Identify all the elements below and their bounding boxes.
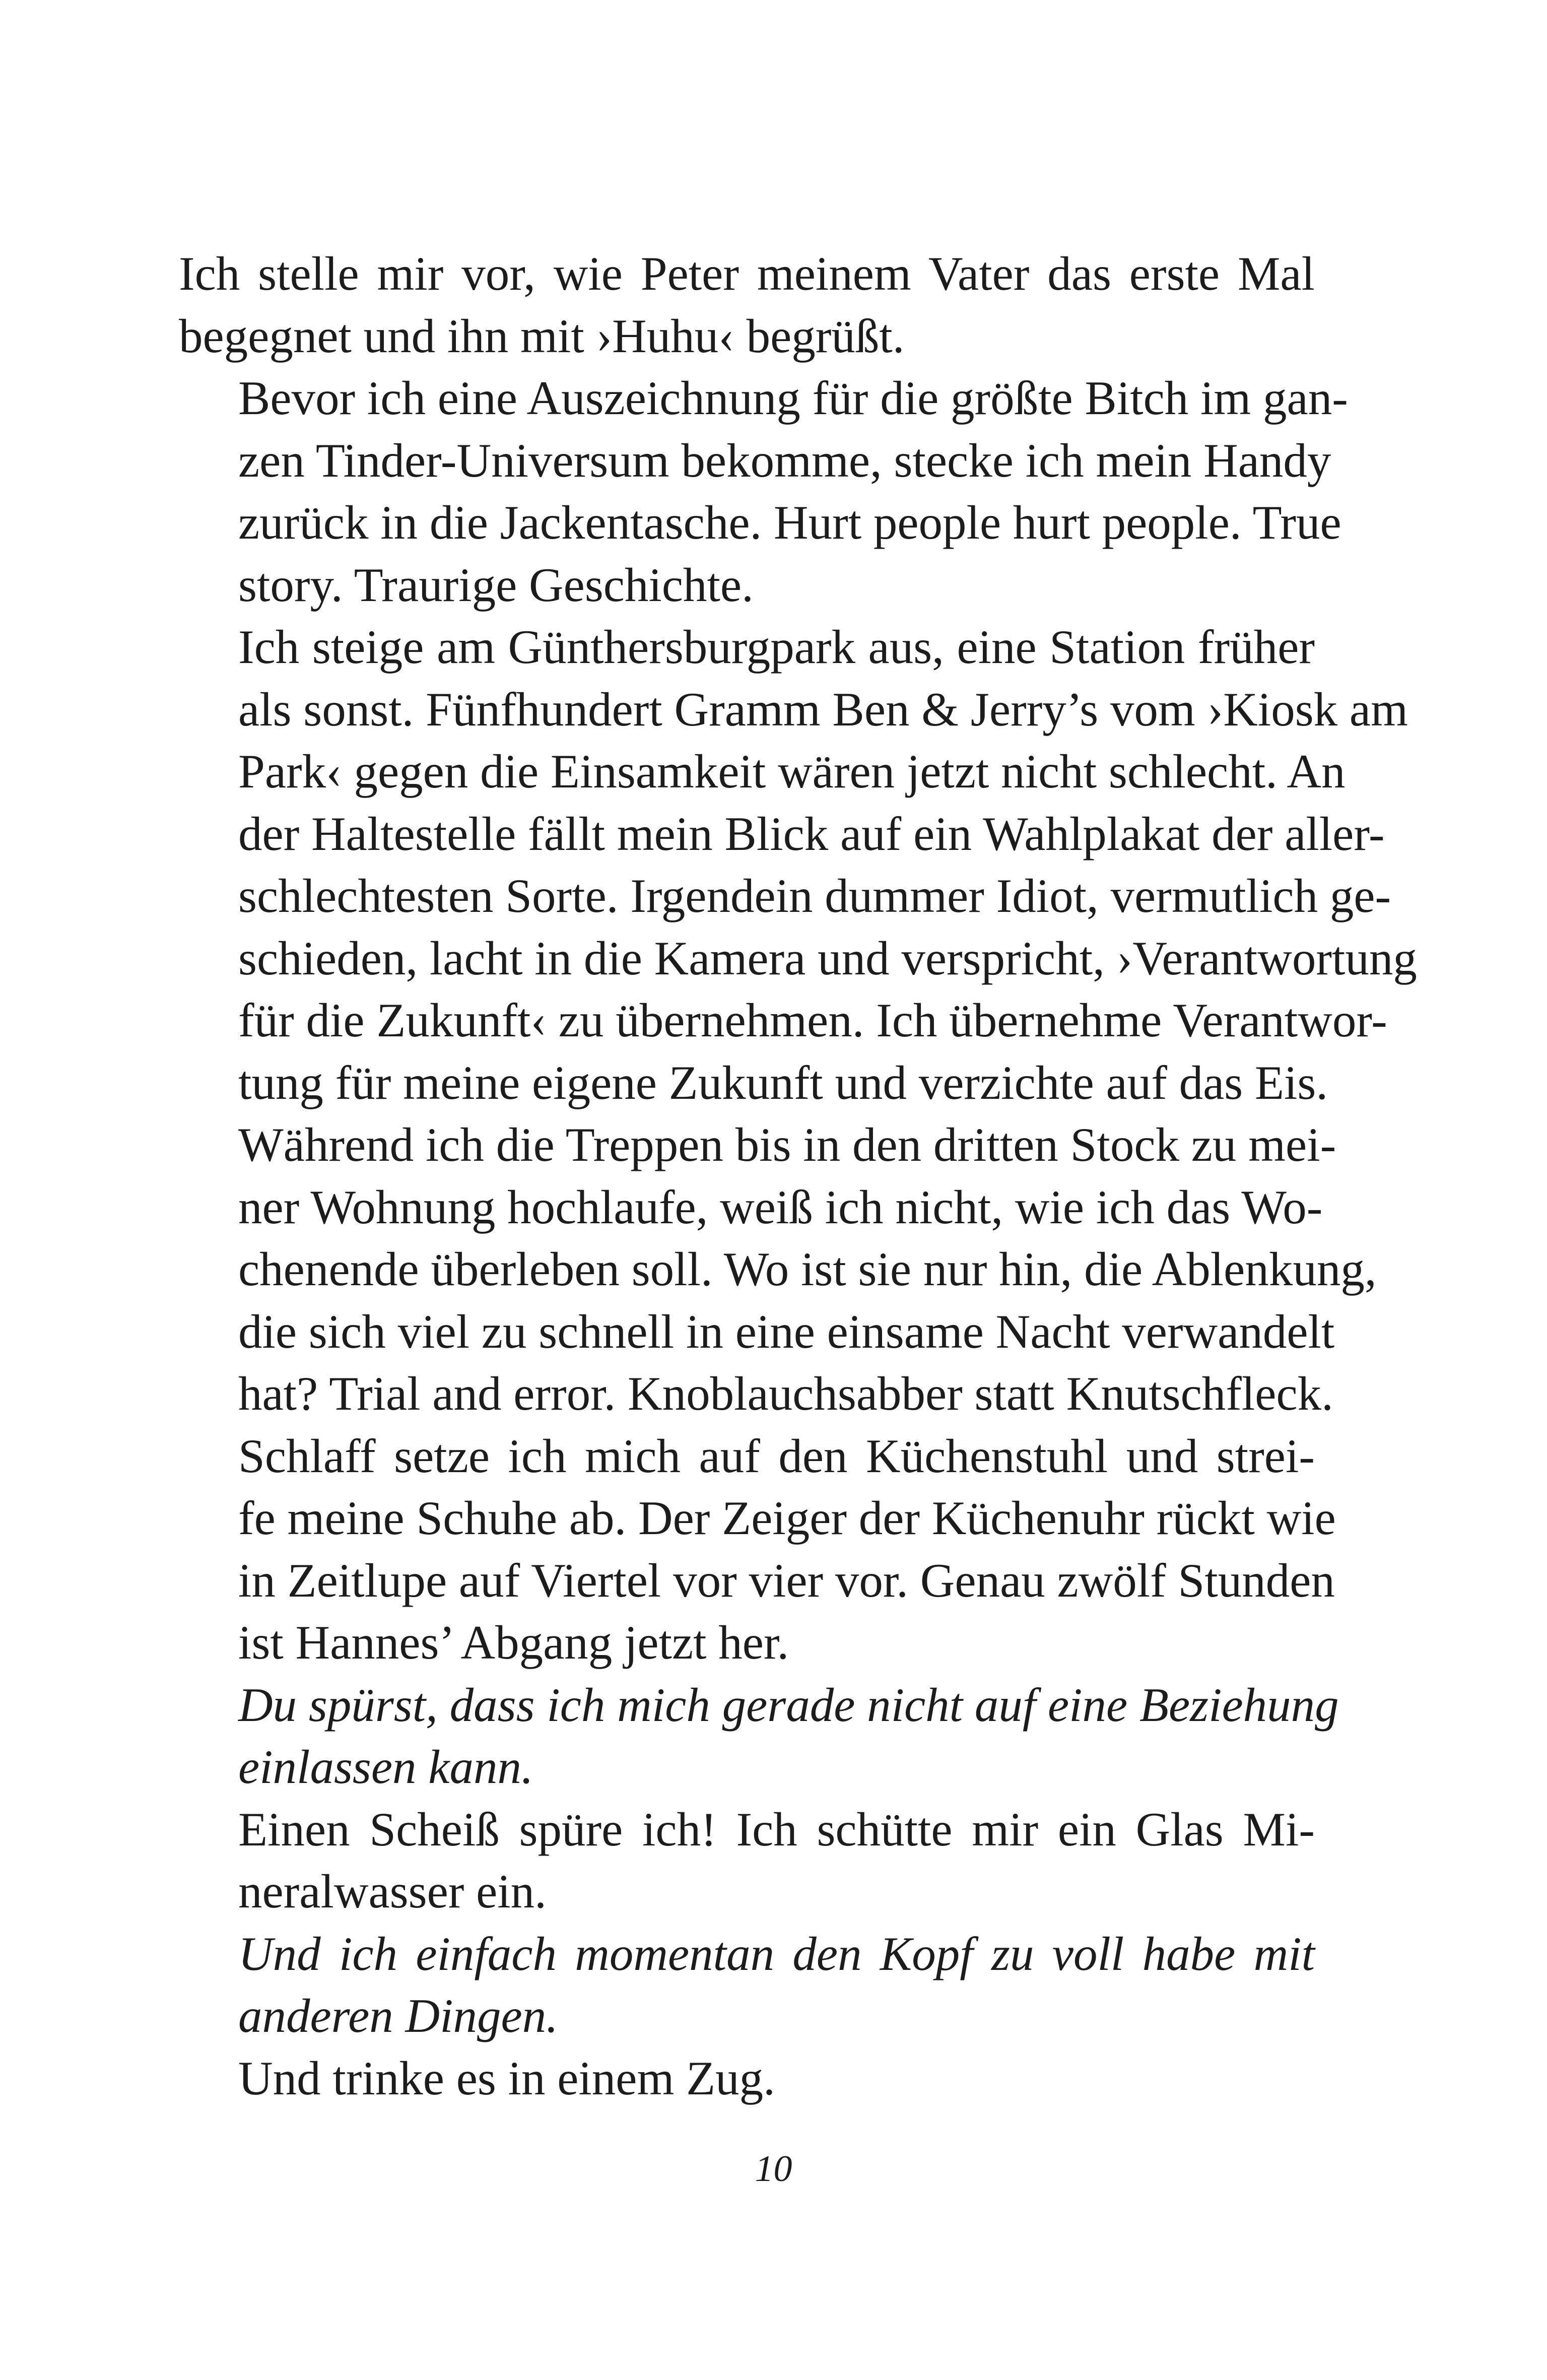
text-line: tung für meine eigene Zukunft und verzichte auf das Eis. [238, 1055, 1328, 1109]
text-line: in Zeitlupe auf Viertel vor vier vor. Genau zwölf Stunden [238, 1553, 1335, 1607]
text-line: Und trinke es in einem Zug. [238, 2051, 775, 2105]
italic-paragraph [179, 1923, 1315, 2047]
paragraph [179, 367, 1348, 616]
text-line: fe meine Schuhe ab. Der Zeiger der Küchenuhr rückt wie [238, 1491, 1336, 1545]
text-line: als sonst. Fünfhundert Gramm Ben & Jerry’s vom ›Kiosk am [238, 682, 1408, 736]
italic-paragraph [179, 1674, 1339, 1799]
paragraph [179, 1799, 1315, 1923]
paragraph [179, 616, 1417, 1114]
text-line: Und ich einfach momentan den Kopf zu voll habe mit [238, 1927, 1315, 1980]
paragraph [179, 1425, 1336, 1674]
text-line: begegnet und ihn mit ›Huhu‹ begrüßt. [179, 309, 905, 363]
paragraph [179, 1114, 1377, 1425]
text-line: der Haltestelle fällt mein Blick auf ein Wahlplakat der aller- [238, 807, 1385, 861]
text-line: zen Tinder-Universum bekomme, stecke ich mein Handy [238, 433, 1331, 487]
text-line: Während ich die Treppen bis in den dritten Stock zu mei- [238, 1118, 1336, 1171]
text-line: chenende überleben soll. Wo ist sie nur hin, die Ablenkung, [238, 1242, 1377, 1296]
text-line: Ich stelle mir vor, wie Peter meinem Vater das erste Mal [179, 247, 1315, 300]
text-line: Ich steige am Günthersburgpark aus, eine Station früher [238, 620, 1315, 674]
text-line: einlassen kann. [238, 1740, 533, 1794]
text-line: die sich viel zu schnell in eine einsame Nacht verwandelt [238, 1304, 1335, 1358]
text-line: ner Wohnung hochlaufe, weiß ich nicht, wie ich das Wo- [238, 1180, 1323, 1234]
text-line: Du spürst, dass ich mich gerade nicht auf eine Beziehung [238, 1678, 1339, 1732]
paragraph [179, 2047, 1315, 2110]
paragraph [179, 243, 1315, 367]
text-line: anderen Dingen. [238, 1989, 558, 2042]
text-line: für die Zukunft‹ zu übernehmen. Ich übernehme Verantwor- [238, 994, 1387, 1047]
text-line: neralwasser ein. [238, 1865, 547, 1918]
text-line: ist Hannes’ Abgang jetzt her. [238, 1616, 789, 1669]
text-line: hat? Trial and error. Knoblauchsabber statt Knutschfleck. [238, 1367, 1333, 1420]
text-line: Park‹ gegen die Einsamkeit wären jetzt nicht schlecht. An [238, 745, 1346, 798]
text-line: schlechtesten Sorte. Irgendein dummer Idiot, vermutlich ge- [238, 869, 1391, 922]
text-line: Bevor ich eine Auszeichnung für die größte Bitch im gan- [238, 371, 1348, 425]
text-line: Schlaff setze ich mich auf den Küchenstuhl und strei- [238, 1429, 1315, 1483]
text-line: schieden, lacht in die Kamera und verspricht, ›Verantwortung [238, 931, 1417, 985]
page-number: 10 [755, 2148, 792, 2190]
text-line: zurück in die Jackentasche. Hurt people hurt people. True [238, 496, 1341, 549]
body-text [179, 243, 1417, 2109]
text-line: Einen Scheiß spüre ich! Ich schütte mir ein Glas Mi- [238, 1802, 1315, 1856]
text-line: story. Traurige Geschichte. [238, 558, 754, 612]
